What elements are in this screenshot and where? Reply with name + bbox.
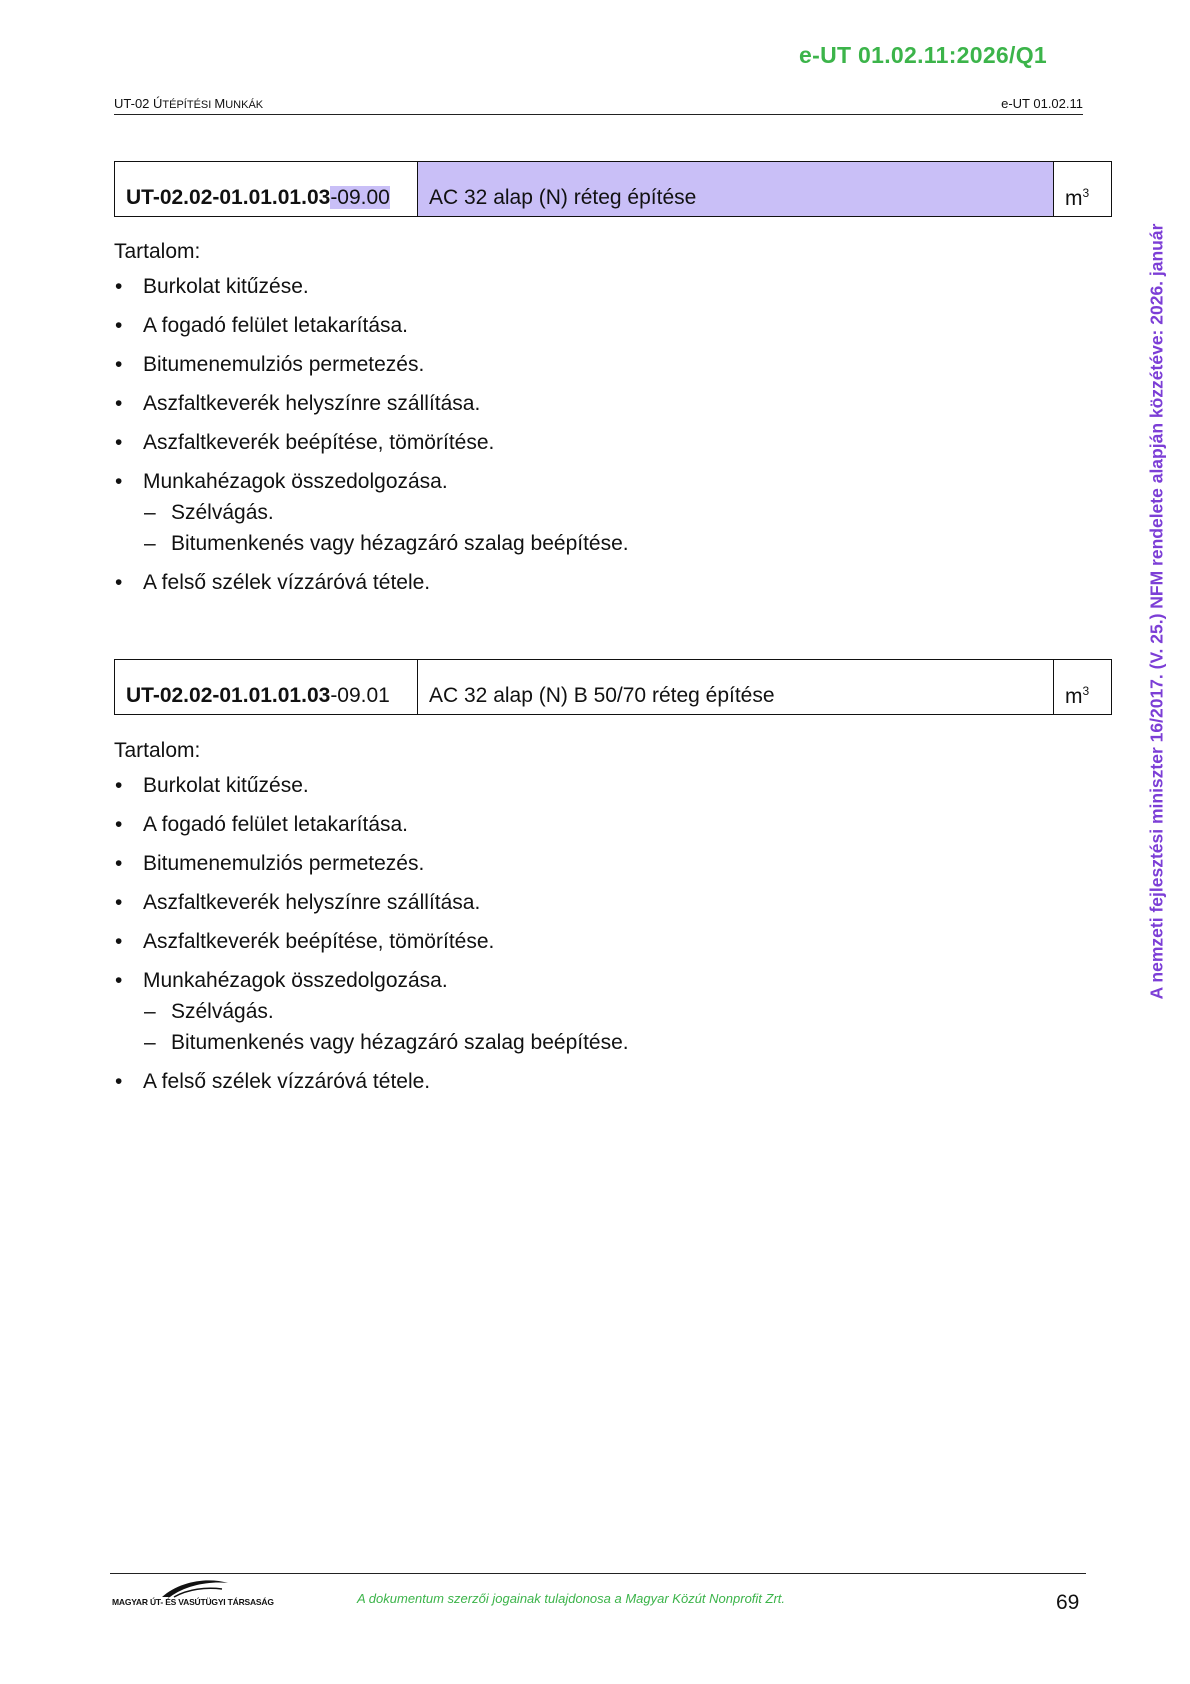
logo-text: MAGYAR ÚT- ÉS VASÚTÜGYI TÁRSASÁG (112, 1597, 274, 1607)
list-item: • Munkahézagok összedolgozása. – Szélvágás. – Bitumenkenés vagy hézagzáró szalag beépítése. (114, 469, 629, 556)
item-name: AC 32 alap (N) B 50/70 réteg építése (418, 660, 1054, 714)
content-list (114, 274, 629, 609)
content-label: Tartalom: (114, 739, 201, 762)
content-list (114, 773, 629, 1108)
logo-arc-icon (160, 1577, 230, 1599)
list-item: • Aszfaltkeverék beépítése, tömörítése. (114, 929, 629, 954)
item-header-table (114, 161, 1112, 217)
sub-list (143, 999, 629, 1055)
item-unit: $m^3$ (1065, 684, 1090, 708)
society-logo (112, 1577, 274, 1613)
item-code: UT-02.02-01.01.01.03-09.00 (115, 162, 418, 216)
running-header (114, 96, 1083, 115)
list-item: • A felső szélek vízzáróvá tétele. (114, 570, 629, 595)
list-item: • Aszfaltkeverék helyszínre szállítása. (114, 391, 629, 416)
content-label: Tartalom: (114, 240, 201, 263)
sub-list (143, 500, 629, 556)
sub-list-item: – Bitumenkenés vagy hézagzáró szalag beépítése. (143, 531, 629, 556)
header-section-title: UT-02 ÚTÉPÍTÉSI MUNKÁK (114, 96, 264, 111)
publication-side-note: A nemzeti fejlesztési miniszter 16/2017. (V. 25.) NFM rendelete alapján közzétéve: 2026. január (1146, 223, 1167, 999)
list-item: • Burkolat kitűzése. (114, 773, 629, 798)
sub-list-item: – Szélvágás. (143, 999, 629, 1024)
list-item: • Bitumenemulziós permetezés. (114, 352, 629, 377)
footer-rule (110, 1573, 1086, 1574)
list-item: • A felső szélek vízzáróvá tétele. (114, 1069, 629, 1094)
list-item: • A fogadó felület letakarítása. (114, 313, 629, 338)
copyright-notice: A dokumentum szerzői jogainak tulajdonosa a Magyar Közút Nonprofit Zrt. (357, 1591, 786, 1606)
item-unit: $m^3$ (1065, 186, 1090, 210)
list-item: • Burkolat kitűzése. (114, 274, 629, 299)
document-code: e-UT 01.02.11:2026/Q1 (799, 42, 1047, 68)
item-header-table (114, 659, 1112, 715)
sub-list-item: – Szélvágás. (143, 500, 629, 525)
list-item: • Bitumenemulziós permetezés. (114, 851, 629, 876)
list-item: • A fogadó felület letakarítása. (114, 812, 629, 837)
item-code: UT-02.02-01.01.01.03-09.01 (115, 660, 418, 714)
list-item: • Aszfaltkeverék helyszínre szállítása. (114, 890, 629, 915)
list-item: • Munkahézagok összedolgozása. – Szélvágás. – Bitumenkenés vagy hézagzáró szalag beépítése. (114, 968, 629, 1055)
sub-list-item: – Bitumenkenés vagy hézagzáró szalag beépítése. (143, 1030, 629, 1055)
header-doc-ref: e-UT 01.02.11 (1001, 96, 1083, 111)
list-item: • Aszfaltkeverék beépítése, tömörítése. (114, 430, 629, 455)
item-name: AC 32 alap (N) réteg építése (418, 162, 1054, 216)
page-number: 69 (1056, 1591, 1080, 1614)
